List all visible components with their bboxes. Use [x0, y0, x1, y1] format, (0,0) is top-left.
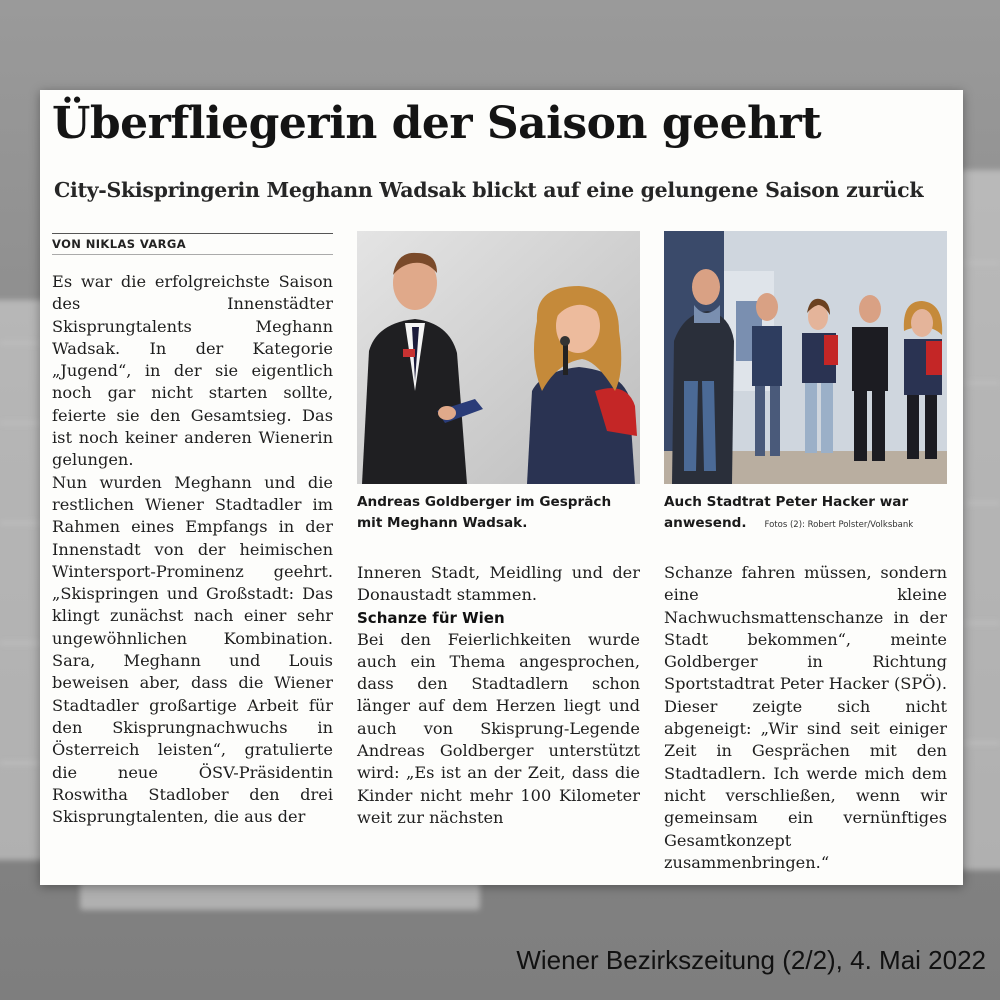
- paragraph: Nun wurden Meghann und die restlichen Wiener Stadtadler im Rahmen eines Empfangs in der Innenstadt von der heimischen Wintersport-Prominenz geehrt. „Skispringen und Großstadt: Das klingt zunächst nach einer sehr ungewöhnlichen Kombination. Sara, Meghann und Louis beweisen aber, dass die Wiener Stadtadler großartige Arbeit für den Skisprungnachwuchs in Österreich leisten“, gratulierte die neue ÖSV-Präsidentin Roswitha Stadlober den drei Skisprungtalenten, die aus der: [52, 472, 333, 827]
- photo-goldberger-wadsak: [357, 231, 640, 484]
- article-column-2: [357, 562, 640, 829]
- caption-text: Auch Stadtrat Peter Hacker war anwesend.: [664, 494, 909, 531]
- newspaper-clipping: [40, 90, 963, 885]
- article-column-3: [664, 562, 947, 874]
- article-headline: Überfliegerin der Saison geehrt: [52, 98, 822, 149]
- photo-group-on-stage: [664, 231, 947, 484]
- photo-caption-1: Andreas Goldberger im Gespräch mit Meghann Wadsak.: [357, 494, 612, 531]
- photo-credit: Fotos (2): Robert Polster/Volksbank: [764, 520, 914, 530]
- section-heading: Schanze für Wien: [357, 608, 505, 627]
- paragraph: Bei den Feierlichkeiten wurde auch ein Thema angesprochen, dass den Stadtadlern schon länger auf dem Herzen liegt und auch von Skisprung-Legende Andreas Goldberger unterstützt wird: „Es ist an der Zeit, dass die Kinder nicht mehr 100 Kilometer weit zur nächsten: [357, 629, 640, 827]
- paragraph: Schanze fahren müssen, sondern eine kleine Nachwuchsmattenschanze in der Stadt bekommen“, meinte Goldberger in Richtung Sportstadtrat Peter Hacker (SPÖ). Dieser zeigte sich nicht abgeneigt: „Wir sind seit einiger Zeit in Gesprächen mit den Stadtadlern. Ich werde mich dem nicht verschließen, wenn wir gemeinsam ein vernünftiges Gesamtkonzept zusammenbringen.“: [664, 563, 947, 872]
- article-subheadline: City-Skispringerin Meghann Wadsak blickt auf eine gelungene Saison zurück: [54, 178, 924, 202]
- paragraph: Es war die erfolgreichste Saison des Innenstädter Skisprungtalents Meghann Wadsak. In der Kategorie „Jugend“, in der sie eigentlich noch gar nicht starten sollte, feierte sie den Gesamtsieg. Das ist noch keiner anderen Wienerin gelungen.: [52, 272, 333, 470]
- article-byline: VON NIKLAS VARGA: [52, 233, 333, 255]
- photo-caption-2: [664, 492, 947, 536]
- source-citation: Wiener Bezirkszeitung (2/2), 4. Mai 2022: [516, 945, 986, 975]
- article-column-1: [52, 271, 333, 828]
- paragraph: Inneren Stadt, Meidling und der Donaustadt stammen.: [357, 563, 640, 605]
